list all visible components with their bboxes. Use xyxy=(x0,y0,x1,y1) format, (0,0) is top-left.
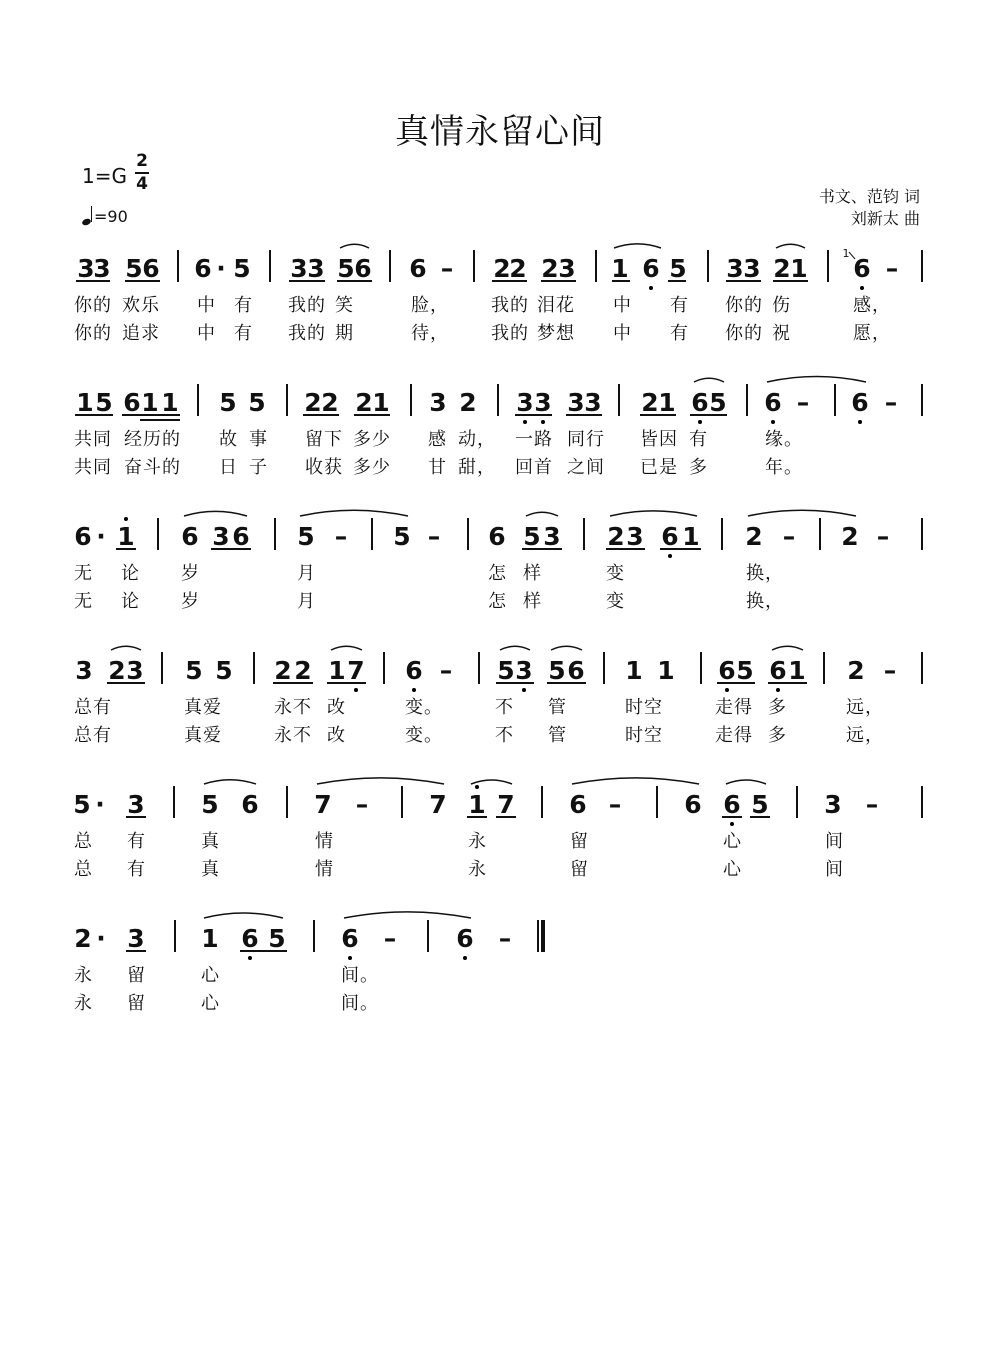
low-octave-dot xyxy=(541,420,545,424)
note: 6 xyxy=(456,924,474,953)
dash-note: – xyxy=(355,790,369,819)
note: 1 xyxy=(117,522,135,551)
lyric-word: 永 xyxy=(74,965,93,986)
note: 6 xyxy=(851,388,869,417)
slur xyxy=(551,646,582,650)
low-octave-dot xyxy=(858,420,862,424)
note: 3 xyxy=(429,388,447,417)
note: 2 xyxy=(108,656,126,685)
note: 3 xyxy=(75,656,93,685)
lyric-word: 走得 xyxy=(715,725,753,746)
note: 5 xyxy=(523,522,541,551)
lyric-word: 中 xyxy=(613,295,632,316)
note: 5 xyxy=(215,656,233,685)
note: 5 xyxy=(297,522,315,551)
lyric-word: 共同 xyxy=(74,429,112,450)
note: 3 xyxy=(567,388,585,417)
lyric-word: 有 xyxy=(670,323,689,344)
lyric-word: 无 xyxy=(74,591,93,612)
grace-note: 1 xyxy=(842,247,850,260)
note: 6 xyxy=(181,522,199,551)
lyric-word: 有 xyxy=(127,859,146,880)
note: 6 xyxy=(488,522,506,551)
dash-note: – xyxy=(440,254,454,283)
lyric-word: 总有 xyxy=(74,725,112,746)
note: 5 xyxy=(219,388,237,417)
lyric-word: 收获 xyxy=(305,457,343,478)
lyric-word: 多 xyxy=(689,457,708,478)
note: 1 xyxy=(328,656,346,685)
note: 1 xyxy=(682,522,700,551)
lyric-word: 之间 xyxy=(567,457,605,478)
note: 6 xyxy=(409,254,427,283)
lyric-word: 你的 xyxy=(725,295,763,316)
lyric-word: 总有 xyxy=(74,697,112,718)
note: 7 xyxy=(347,656,365,685)
lyric-word: 故 xyxy=(219,429,238,450)
lyric-word: 已是 xyxy=(640,457,678,478)
note: 3 xyxy=(127,790,145,819)
lyric-word: 心 xyxy=(723,831,742,852)
lyric-word: 样 xyxy=(523,563,542,584)
lyric-word: 多 xyxy=(768,725,787,746)
note: 6 xyxy=(718,656,736,685)
lyric-word: 变。 xyxy=(405,725,443,746)
dot-note: · xyxy=(96,522,106,551)
note: 3 xyxy=(543,522,561,551)
lyric-word: 真爱 xyxy=(184,697,222,718)
note: 5 xyxy=(125,254,143,283)
note: 2 xyxy=(74,924,92,953)
note: 5 xyxy=(736,656,754,685)
note: 5 xyxy=(248,388,266,417)
note: 6 xyxy=(769,656,787,685)
low-octave-dot xyxy=(248,956,252,960)
lyric-word: 远， xyxy=(846,697,884,718)
lyric-word: 我的 xyxy=(491,295,529,316)
dash-note: – xyxy=(884,388,898,417)
note: 6 xyxy=(684,790,702,819)
note: 3 xyxy=(558,254,576,283)
low-octave-dot xyxy=(522,688,526,692)
low-octave-dot xyxy=(649,286,653,290)
lyric-word: 怎 xyxy=(488,591,507,612)
low-octave-dot xyxy=(412,688,416,692)
note: 3 xyxy=(743,254,761,283)
lyric-word: 无 xyxy=(74,563,93,584)
lyric-word: 留 xyxy=(570,831,589,852)
lyric-word: 总 xyxy=(74,831,93,852)
note: 1 xyxy=(788,656,806,685)
lyric-word: 欢乐 xyxy=(122,295,160,316)
time-signature-top: 2 xyxy=(136,151,148,171)
note: 3 xyxy=(584,388,602,417)
time-signature-bottom: 4 xyxy=(136,174,148,194)
note: 1 xyxy=(161,388,179,417)
note: 6 xyxy=(123,388,141,417)
lyric-word: 间 xyxy=(825,831,844,852)
note: 5 xyxy=(337,254,355,283)
lyric-word: 变 xyxy=(606,563,625,584)
lyric-word: 你的 xyxy=(74,323,112,344)
lyric-word: 期 xyxy=(335,323,354,344)
lyric-word: 不 xyxy=(495,725,514,746)
lyric-word: 情 xyxy=(315,859,334,880)
low-octave-dot xyxy=(776,688,780,692)
lyric-word: 留 xyxy=(127,993,146,1014)
high-octave-dot xyxy=(124,517,128,521)
slur xyxy=(331,646,362,650)
note: 5 xyxy=(497,656,515,685)
lyric-word: 奋斗的 xyxy=(124,457,181,478)
note: 2 xyxy=(641,388,659,417)
low-octave-dot xyxy=(668,554,672,558)
lyric-word: 间。 xyxy=(341,993,379,1014)
note: 3 xyxy=(726,254,744,283)
dash-note: – xyxy=(796,388,810,417)
note: 2 xyxy=(773,254,791,283)
note: 3 xyxy=(824,790,842,819)
note: 6 xyxy=(661,522,679,551)
lyric-word: 真 xyxy=(201,831,220,852)
low-octave-dot xyxy=(698,420,702,424)
note: 5 xyxy=(709,388,727,417)
dash-note: – xyxy=(334,522,348,551)
lyric-word: 情 xyxy=(315,831,334,852)
lyric-word: 变。 xyxy=(405,697,443,718)
note: 3 xyxy=(93,254,111,283)
lyric-word: 甘 xyxy=(428,457,447,478)
lyric-word: 样 xyxy=(523,591,542,612)
lyric-word: 真爱 xyxy=(184,725,222,746)
note: 5 xyxy=(751,790,769,819)
note: 1 xyxy=(76,388,94,417)
lyric-word: 追求 xyxy=(122,323,160,344)
lyric-word: 不 xyxy=(495,697,514,718)
lyric-word: 间。 xyxy=(341,965,379,986)
lyric-word: 岁 xyxy=(181,563,200,584)
lyric-word: 永不 xyxy=(274,697,312,718)
lyric-word: 经历的 xyxy=(124,429,181,450)
lyric-word: 共同 xyxy=(74,457,112,478)
note: 1 xyxy=(625,656,643,685)
lyric-word: 永 xyxy=(74,993,93,1014)
note: 6 xyxy=(194,254,212,283)
dot-note: · xyxy=(216,254,226,283)
slur xyxy=(748,510,856,516)
lyric-word: 管 xyxy=(548,697,567,718)
low-octave-dot xyxy=(771,420,775,424)
note: 3 xyxy=(212,522,230,551)
note: 3 xyxy=(77,254,95,283)
lyric-word: 换， xyxy=(746,563,784,584)
note: 6 xyxy=(354,254,372,283)
lyric-word: 留下 xyxy=(305,429,343,450)
slur xyxy=(694,378,724,382)
lyric-word: 改 xyxy=(327,725,346,746)
note: 2 xyxy=(355,388,373,417)
note: 3 xyxy=(126,656,144,685)
lyricist-credit: 书文、范钧 词 xyxy=(818,187,920,206)
note: 3 xyxy=(515,656,533,685)
note: 3 xyxy=(516,388,534,417)
low-octave-dot xyxy=(348,956,352,960)
low-octave-dot xyxy=(523,420,527,424)
slur xyxy=(614,244,661,248)
lyric-word: 日 xyxy=(219,457,238,478)
note: 1 xyxy=(611,254,629,283)
lyric-word: 论 xyxy=(121,563,140,584)
note: 1 xyxy=(372,388,390,417)
lyric-word: 永 xyxy=(468,831,487,852)
dash-note: – xyxy=(439,656,453,685)
note: 3 xyxy=(127,924,145,953)
note: 3 xyxy=(534,388,552,417)
lyric-word: 留 xyxy=(570,859,589,880)
dash-note: – xyxy=(498,924,512,953)
dash-note: – xyxy=(883,656,897,685)
note: 2 xyxy=(607,522,625,551)
song-title: 真情永留心间 xyxy=(395,112,605,152)
note: 6 xyxy=(241,924,259,953)
note: 5 xyxy=(669,254,687,283)
lyric-word: 时空 xyxy=(625,725,663,746)
lyric-word: 泪花 xyxy=(537,295,575,316)
lyric-word: 缘。 xyxy=(765,429,803,450)
note: 6 xyxy=(74,522,92,551)
slur xyxy=(317,778,444,784)
lyric-word: 怎 xyxy=(488,563,507,584)
high-octave-dot xyxy=(475,785,479,789)
lyric-word: 有 xyxy=(670,295,689,316)
note: 1 xyxy=(790,254,808,283)
lyric-word: 动， xyxy=(458,429,496,450)
note: 7 xyxy=(429,790,447,819)
lyric-word: 间 xyxy=(825,859,844,880)
note: 5 xyxy=(73,790,91,819)
slur xyxy=(204,913,283,918)
note: 1 xyxy=(657,656,675,685)
note: 2 xyxy=(304,388,322,417)
note: 6 xyxy=(142,254,160,283)
note: 2 xyxy=(294,656,312,685)
slur xyxy=(111,646,141,650)
slur xyxy=(300,510,408,516)
note: 5 xyxy=(548,656,566,685)
tempo-value: =90 xyxy=(94,207,128,226)
lyric-word: 你的 xyxy=(74,295,112,316)
lyric-word: 感， xyxy=(853,295,891,316)
lyric-word: 梦想 xyxy=(537,323,575,344)
lyric-word: 永 xyxy=(468,859,487,880)
lyric-word: 永不 xyxy=(274,725,312,746)
note: 5 xyxy=(201,790,219,819)
slur xyxy=(184,511,247,516)
note: 2 xyxy=(841,522,859,551)
note: 7 xyxy=(497,790,515,819)
low-octave-dot xyxy=(730,822,734,826)
slur xyxy=(772,646,803,650)
lyric-word: 笑 xyxy=(335,295,354,316)
lyric-word: 甜， xyxy=(458,457,496,478)
dash-note: – xyxy=(885,254,899,283)
note: 6 xyxy=(642,254,660,283)
lyric-word: 我的 xyxy=(288,295,326,316)
note: 6 xyxy=(723,790,741,819)
lyric-word: 月 xyxy=(297,591,316,612)
note: 6 xyxy=(567,656,585,685)
lyric-word: 月 xyxy=(297,563,316,584)
note: 1 xyxy=(658,388,676,417)
lyric-word: 真 xyxy=(201,859,220,880)
slur xyxy=(526,512,558,516)
note: 2 xyxy=(459,388,477,417)
lyric-word: 脸， xyxy=(411,295,449,316)
lyric-word: 愿， xyxy=(853,323,891,344)
lyric-word: 事 xyxy=(249,429,268,450)
note: 7 xyxy=(314,790,332,819)
note: 6 xyxy=(853,254,871,283)
lyric-word: 管 xyxy=(548,725,567,746)
dash-note: – xyxy=(782,522,796,551)
note: 5 xyxy=(233,254,251,283)
note: 3 xyxy=(307,254,325,283)
lyric-word: 多少 xyxy=(353,429,391,450)
lyric-word: 子 xyxy=(249,457,268,478)
note: 1 xyxy=(201,924,219,953)
slur xyxy=(340,244,369,248)
lyric-word: 岁 xyxy=(181,591,200,612)
lyric-word: 感 xyxy=(428,429,447,450)
slur xyxy=(776,244,805,248)
lyric-word: 心 xyxy=(723,859,742,880)
slur xyxy=(767,377,866,382)
lyric-word: 换， xyxy=(746,591,784,612)
lyric-word: 祝 xyxy=(772,323,791,344)
note: 6 xyxy=(405,656,423,685)
slur xyxy=(726,780,766,784)
lyric-word: 多 xyxy=(768,697,787,718)
lyric-word: 改 xyxy=(327,697,346,718)
note: 2 xyxy=(321,388,339,417)
slur xyxy=(204,780,256,784)
slur xyxy=(572,778,699,784)
note: 1 xyxy=(468,790,486,819)
lyric-word: 有 xyxy=(234,323,253,344)
lyric-word: 有 xyxy=(234,295,253,316)
lyric-word: 中 xyxy=(613,323,632,344)
lyric-word: 多少 xyxy=(353,457,391,478)
note: 6 xyxy=(241,790,259,819)
note: 6 xyxy=(341,924,359,953)
lyric-word: 一路 xyxy=(515,429,553,450)
low-octave-dot xyxy=(354,688,358,692)
dot-note: · xyxy=(95,790,105,819)
lyric-word: 总 xyxy=(74,859,93,880)
low-octave-dot xyxy=(463,956,467,960)
key-signature: 1=G xyxy=(82,164,127,188)
lyric-word: 回首 xyxy=(515,457,553,478)
low-octave-dot xyxy=(860,286,864,290)
note: 2 xyxy=(745,522,763,551)
note: 2 xyxy=(493,254,511,283)
lyric-word: 有 xyxy=(689,429,708,450)
dash-note: – xyxy=(427,522,441,551)
note: 5 xyxy=(95,388,113,417)
lyric-word: 时空 xyxy=(625,697,663,718)
lyric-word: 心 xyxy=(201,993,220,1014)
lyric-word: 远， xyxy=(846,725,884,746)
note: 6 xyxy=(691,388,709,417)
lyric-word: 变 xyxy=(606,591,625,612)
lyric-word: 同行 xyxy=(567,429,605,450)
lyric-word: 伤 xyxy=(772,295,791,316)
slur xyxy=(610,511,697,516)
slur xyxy=(500,646,530,650)
composer-credit: 刘新太 曲 xyxy=(850,209,920,228)
note: 6 xyxy=(764,388,782,417)
lyric-word: 我的 xyxy=(288,323,326,344)
slur xyxy=(471,780,512,784)
note: 3 xyxy=(290,254,308,283)
lyric-word: 待， xyxy=(411,323,449,344)
note: 6 xyxy=(569,790,587,819)
note: 2 xyxy=(541,254,559,283)
dash-note: – xyxy=(383,924,397,953)
note: 6 xyxy=(232,522,250,551)
note: 1 xyxy=(141,388,159,417)
lyric-word: 走得 xyxy=(715,697,753,718)
note: 2 xyxy=(274,656,292,685)
note: 2 xyxy=(847,656,865,685)
lyric-word: 心 xyxy=(201,965,220,986)
lyric-word: 皆因 xyxy=(640,429,678,450)
note: 3 xyxy=(626,522,644,551)
slur xyxy=(344,912,471,918)
low-octave-dot xyxy=(725,688,729,692)
note: 5 xyxy=(268,924,286,953)
lyric-word: 我的 xyxy=(491,323,529,344)
lyric-word: 中 xyxy=(197,323,216,344)
lyric-word: 你的 xyxy=(725,323,763,344)
dash-note: – xyxy=(865,790,879,819)
dash-note: – xyxy=(876,522,890,551)
lyric-word: 年。 xyxy=(765,457,803,478)
note: 5 xyxy=(393,522,411,551)
dot-note: · xyxy=(96,924,106,953)
lyric-word: 有 xyxy=(127,831,146,852)
lyric-word: 留 xyxy=(127,965,146,986)
note: 5 xyxy=(185,656,203,685)
lyric-word: 论 xyxy=(121,591,140,612)
lyric-word: 中 xyxy=(197,295,216,316)
dash-note: – xyxy=(608,790,622,819)
note: 2 xyxy=(509,254,527,283)
